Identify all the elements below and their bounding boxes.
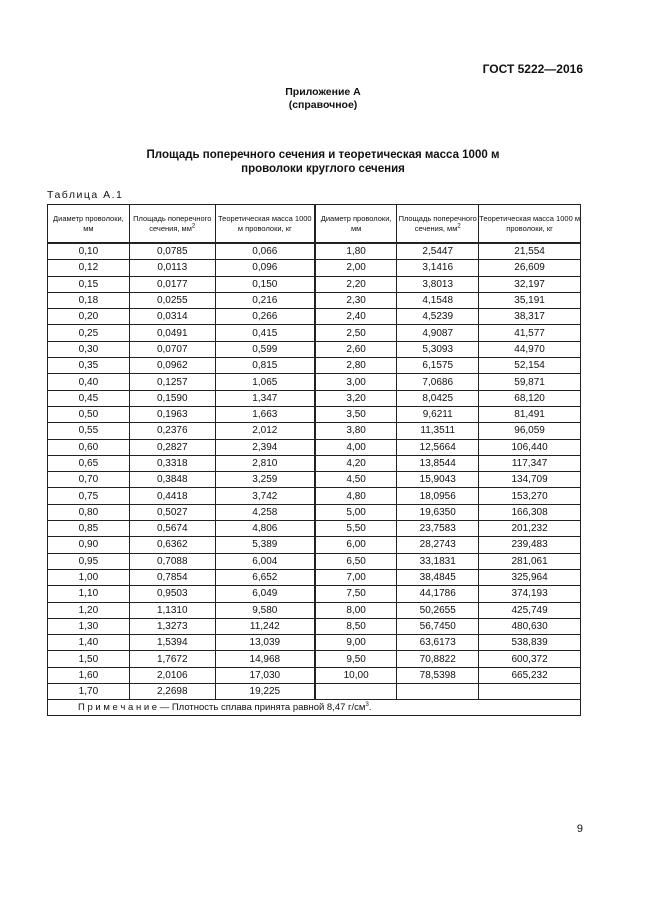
cell-mass: 81,491 (479, 406, 581, 422)
cell-mass: 1,347 (215, 390, 315, 406)
cell-mass: 17,030 (215, 667, 315, 683)
cell-diameter: 1,70 (48, 684, 130, 700)
cell-area: 0,0491 (129, 325, 215, 341)
cell-area: 0,1590 (129, 390, 215, 406)
note-sup: 3 (365, 702, 369, 709)
cell-mass: 0,096 (215, 260, 315, 276)
cell-diameter: 5,50 (315, 521, 397, 537)
cell-mass: 11,242 (215, 618, 315, 634)
table-row (48, 472, 581, 488)
cell-mass: 68,120 (479, 390, 581, 406)
cell-area: 0,7088 (129, 553, 215, 569)
cell-diameter: 1,00 (48, 569, 130, 585)
cell-area: 19,6350 (397, 504, 479, 520)
cell-diameter: 7,50 (315, 586, 397, 602)
header-mass: Теоретическая масса 1000 м проволоки, кг (479, 205, 581, 244)
cell-diameter: 2,60 (315, 341, 397, 357)
table-body (48, 243, 581, 700)
cell-area: 0,7854 (129, 569, 215, 585)
cell-diameter: 0,20 (48, 309, 130, 325)
table-row (48, 243, 581, 260)
cell-mass: 2,012 (215, 423, 315, 439)
cell-diameter: 2,50 (315, 325, 397, 341)
cell-diameter: 9,00 (315, 635, 397, 651)
cell-mass: 0,266 (215, 309, 315, 325)
cell-area: 0,5027 (129, 504, 215, 520)
table-row (48, 406, 581, 422)
cell-mass: 480,630 (479, 618, 581, 634)
cell-diameter: 6,50 (315, 553, 397, 569)
cell-area: 0,0314 (129, 309, 215, 325)
cell-mass: 4,806 (215, 521, 315, 537)
cell-mass: 35,191 (479, 292, 581, 308)
cell-diameter: 0,30 (48, 341, 130, 357)
cell-mass: 6,652 (215, 569, 315, 585)
cell-diameter: 9,50 (315, 651, 397, 667)
cell-mass: 44,970 (479, 341, 581, 357)
cell-diameter: 3,00 (315, 374, 397, 390)
cell-diameter: 2,20 (315, 276, 397, 292)
table-row (48, 488, 581, 504)
cell-area: 3,8013 (397, 276, 479, 292)
appendix-title: Приложение А (285, 86, 361, 98)
cell-mass: 538,839 (479, 635, 581, 651)
cell-diameter: 0,65 (48, 455, 130, 471)
cell-mass (479, 684, 581, 700)
table-row (48, 309, 581, 325)
cell-mass: 3,259 (215, 472, 315, 488)
cell-mass: 281,061 (479, 553, 581, 569)
cell-mass: 153,270 (479, 488, 581, 504)
cell-area: 2,0106 (129, 667, 215, 683)
header-area (397, 205, 479, 244)
table-row (48, 521, 581, 537)
cell-mass: 239,483 (479, 537, 581, 553)
cell-area: 28,2743 (397, 537, 479, 553)
cell-area: 0,0113 (129, 260, 215, 276)
cell-diameter: 1,50 (48, 651, 130, 667)
cell-diameter: 0,45 (48, 390, 130, 406)
cell-mass: 6,049 (215, 586, 315, 602)
table-row (48, 569, 581, 585)
cell-diameter: 0,55 (48, 423, 130, 439)
cell-mass: 3,742 (215, 488, 315, 504)
cell-area: 4,5239 (397, 309, 479, 325)
cell-mass: 0,066 (215, 243, 315, 260)
cell-area: 0,3318 (129, 455, 215, 471)
cell-area: 1,5394 (129, 635, 215, 651)
cell-diameter: 6,00 (315, 537, 397, 553)
cell-mass: 425,749 (479, 602, 581, 618)
cell-mass: 2,394 (215, 439, 315, 455)
header-diameter: Диаметр проволоки, мм (48, 205, 130, 244)
cell-area: 4,1548 (397, 292, 479, 308)
cell-area: 5,3093 (397, 341, 479, 357)
cell-diameter: 0,25 (48, 325, 130, 341)
cell-diameter: 5,00 (315, 504, 397, 520)
cell-area: 2,2698 (129, 684, 215, 700)
table-row (48, 358, 581, 374)
header-area-text: Площадь поперечного сечения, мм (133, 214, 212, 233)
table-row (48, 602, 581, 618)
table-row (48, 423, 581, 439)
cell-area: 2,5447 (397, 243, 479, 260)
cell-area: 8,0425 (397, 390, 479, 406)
cell-area: 6,1575 (397, 358, 479, 374)
cell-mass: 19,225 (215, 684, 315, 700)
cell-mass: 2,810 (215, 455, 315, 471)
cell-area: 44,1786 (397, 586, 479, 602)
table-row (48, 390, 581, 406)
cell-area: 15,9043 (397, 472, 479, 488)
cell-mass: 0,216 (215, 292, 315, 308)
cell-area: 0,4418 (129, 488, 215, 504)
page-number: 9 (576, 823, 583, 835)
cell-area (397, 684, 479, 700)
cell-diameter: 0,60 (48, 439, 130, 455)
cell-area: 3,1416 (397, 260, 479, 276)
cell-diameter: 0,90 (48, 537, 130, 553)
document-title-line-1: Площадь поперечного сечения и теоретическая масса 1000 м (146, 149, 500, 161)
table-row (48, 439, 581, 455)
cell-area: 0,9503 (129, 586, 215, 602)
cell-area: 13,8544 (397, 455, 479, 471)
cell-diameter: 2,40 (315, 309, 397, 325)
table-row (48, 618, 581, 634)
table-row (48, 537, 581, 553)
cell-mass: 1,663 (215, 406, 315, 422)
cell-diameter: 0,50 (48, 406, 130, 422)
table-row (48, 455, 581, 471)
cell-mass: 38,317 (479, 309, 581, 325)
cell-diameter: 0,95 (48, 553, 130, 569)
table-row (48, 260, 581, 276)
cell-mass: 600,372 (479, 651, 581, 667)
cell-mass: 14,968 (215, 651, 315, 667)
document-title (0, 148, 646, 176)
cell-mass: 21,554 (479, 243, 581, 260)
cell-diameter: 0,70 (48, 472, 130, 488)
cell-diameter: 3,50 (315, 406, 397, 422)
cell-area: 0,1257 (129, 374, 215, 390)
cell-area: 0,0255 (129, 292, 215, 308)
cell-mass: 0,415 (215, 325, 315, 341)
cell-mass: 59,871 (479, 374, 581, 390)
cell-diameter: 0,15 (48, 276, 130, 292)
cell-diameter: 8,50 (315, 618, 397, 634)
cell-area: 0,5674 (129, 521, 215, 537)
cell-diameter: 0,80 (48, 504, 130, 520)
cell-diameter: 1,20 (48, 602, 130, 618)
cell-mass: 665,232 (479, 667, 581, 683)
cell-area: 0,0785 (129, 243, 215, 260)
cell-mass: 1,065 (215, 374, 315, 390)
cell-area: 0,2827 (129, 439, 215, 455)
cell-diameter: 2,00 (315, 260, 397, 276)
cell-diameter: 3,20 (315, 390, 397, 406)
cell-mass: 96,059 (479, 423, 581, 439)
table-row (48, 553, 581, 569)
header-diameter: Диаметр проволоки, мм (315, 205, 397, 244)
table-row (48, 292, 581, 308)
table-row (48, 667, 581, 683)
cell-mass: 201,232 (479, 521, 581, 537)
cell-mass: 41,577 (479, 325, 581, 341)
cell-diameter: 7,00 (315, 569, 397, 585)
cell-area: 0,6362 (129, 537, 215, 553)
cell-area: 63,6173 (397, 635, 479, 651)
table-note (48, 700, 581, 716)
cell-diameter: 1,10 (48, 586, 130, 602)
cell-diameter: 0,85 (48, 521, 130, 537)
cell-area: 11,3511 (397, 423, 479, 439)
cell-mass: 5,389 (215, 537, 315, 553)
table-caption: Таблица А.1 (47, 189, 124, 201)
header-mass: Теоретическая масса 1000 м проволоки, кг (215, 205, 315, 244)
cell-area: 0,0707 (129, 341, 215, 357)
cell-mass: 4,258 (215, 504, 315, 520)
cell-mass: 117,347 (479, 455, 581, 471)
table-row (48, 504, 581, 520)
table-header-row (48, 205, 581, 244)
table-row (48, 635, 581, 651)
cell-area: 38,4845 (397, 569, 479, 585)
standard-designation: ГОСТ 5222—2016 (482, 62, 583, 76)
cell-area: 23,7583 (397, 521, 479, 537)
cell-area: 0,0962 (129, 358, 215, 374)
cell-diameter: 4,50 (315, 472, 397, 488)
cell-diameter: 4,80 (315, 488, 397, 504)
cell-diameter: 0,12 (48, 260, 130, 276)
cell-area: 7,0686 (397, 374, 479, 390)
cell-mass: 0,815 (215, 358, 315, 374)
table-row (48, 586, 581, 602)
cell-mass: 0,599 (215, 341, 315, 357)
cell-area: 33,1831 (397, 553, 479, 569)
cell-mass: 13,039 (215, 635, 315, 651)
cell-area: 0,3848 (129, 472, 215, 488)
cell-diameter: 1,30 (48, 618, 130, 634)
document-title-line-2: проволоки круглого сечения (241, 163, 405, 175)
header-area-text: Площадь поперечного сечения, мм (398, 214, 477, 233)
cell-area: 18,0956 (397, 488, 479, 504)
cell-diameter: 4,20 (315, 455, 397, 471)
cell-diameter: 0,75 (48, 488, 130, 504)
cell-area: 50,2655 (397, 602, 479, 618)
table-row (48, 374, 581, 390)
header-area-sup: 2 (191, 223, 196, 229)
cell-diameter: 2,30 (315, 292, 397, 308)
cell-diameter: 1,40 (48, 635, 130, 651)
cell-mass: 134,709 (479, 472, 581, 488)
cell-mass: 32,197 (479, 276, 581, 292)
cell-mass: 374,193 (479, 586, 581, 602)
cell-area: 70,8822 (397, 651, 479, 667)
cell-area: 1,7672 (129, 651, 215, 667)
table-row (48, 341, 581, 357)
cell-mass: 325,964 (479, 569, 581, 585)
cell-mass: 9,580 (215, 602, 315, 618)
appendix-subtitle: (справочное) (288, 99, 358, 111)
cell-area: 1,1310 (129, 602, 215, 618)
cell-diameter: 1,60 (48, 667, 130, 683)
table-row (48, 651, 581, 667)
cell-diameter: 10,00 (315, 667, 397, 683)
cell-area: 12,5664 (397, 439, 479, 455)
cell-diameter: 4,00 (315, 439, 397, 455)
cell-mass: 0,150 (215, 276, 315, 292)
cell-area: 56,7450 (397, 618, 479, 634)
note-text: П р и м е ч а н и е — Плотность сплава принята равной 8,47 г/см (78, 702, 366, 714)
cell-area: 0,2376 (129, 423, 215, 439)
cell-mass: 106,440 (479, 439, 581, 455)
cell-mass: 52,154 (479, 358, 581, 374)
cell-diameter: 2,80 (315, 358, 397, 374)
cell-diameter: 8,00 (315, 602, 397, 618)
table-row (48, 325, 581, 341)
table-row (48, 684, 581, 700)
cell-diameter: 3,80 (315, 423, 397, 439)
cell-area: 0,1963 (129, 406, 215, 422)
cell-diameter: 0,40 (48, 374, 130, 390)
cell-area: 4,9087 (397, 325, 479, 341)
cell-diameter (315, 684, 397, 700)
cell-area: 0,0177 (129, 276, 215, 292)
cell-diameter: 0,35 (48, 358, 130, 374)
cell-diameter: 1,80 (315, 243, 397, 260)
cell-diameter: 0,18 (48, 292, 130, 308)
cell-area: 1,3273 (129, 618, 215, 634)
cell-mass: 166,308 (479, 504, 581, 520)
header-area (129, 205, 215, 244)
cell-area: 9,6211 (397, 406, 479, 422)
table-row (48, 276, 581, 292)
note-end: . (368, 702, 372, 714)
cell-diameter: 0,10 (48, 243, 130, 260)
table-note-row (48, 700, 581, 716)
cell-mass: 26,609 (479, 260, 581, 276)
wire-data-table (47, 204, 581, 716)
cell-mass: 6,004 (215, 553, 315, 569)
appendix-heading (0, 86, 646, 112)
cell-area: 78,5398 (397, 667, 479, 683)
header-area-sup: 2 (457, 223, 461, 229)
